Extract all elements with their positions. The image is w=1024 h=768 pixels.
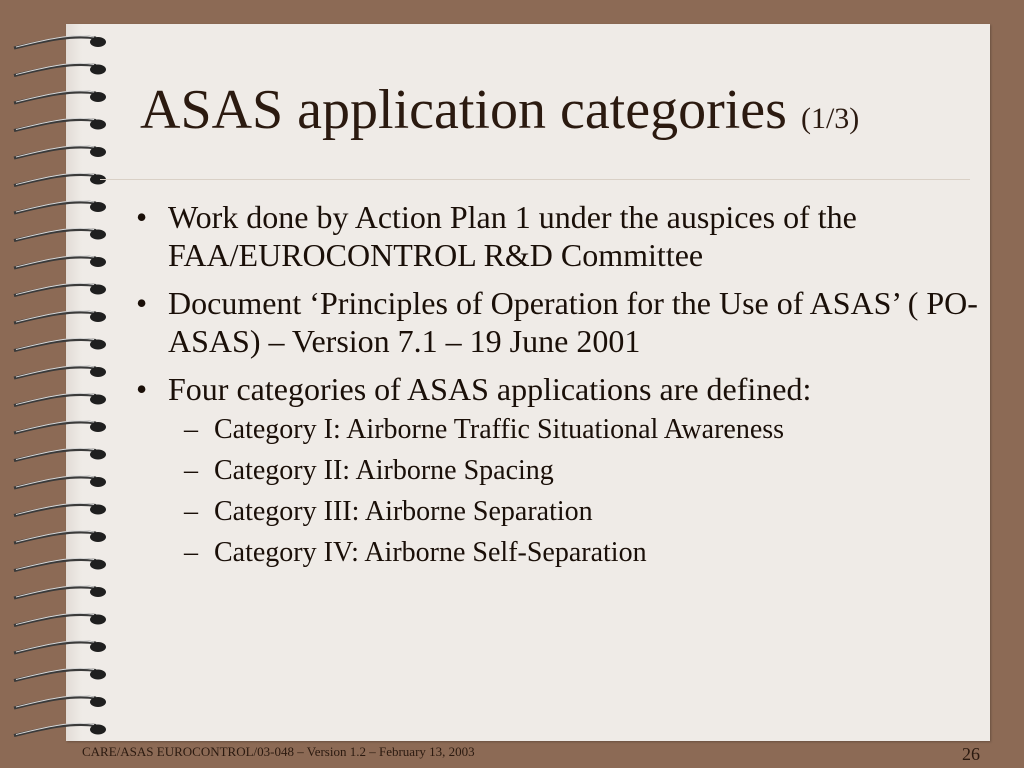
bullet-text: Work done by Action Plan 1 under the auspices of the FAA/EUROCONTROL R&D Committee (168, 199, 857, 273)
bullet-item (130, 370, 980, 571)
bullet-icon: • (136, 285, 148, 321)
bullet-text: Document ‘Principles of Operation for the Use of ASAS’ ( PO-ASAS) – Version 7.1 – 19 June 2001 (168, 285, 978, 359)
sub-bullet-item (130, 535, 980, 571)
sub-bullet-text: Category III: Airborne Separation (214, 496, 593, 527)
sub-bullet-item (130, 494, 980, 530)
sub-bullet-text: Category II: Airborne Spacing (214, 455, 554, 486)
bullet-item (130, 198, 980, 274)
bullet-icon: • (136, 199, 148, 235)
dash-icon: – (184, 537, 198, 568)
footer-page-number: 26 (962, 744, 980, 764)
sub-bullet-item (130, 453, 980, 489)
sub-bullet-text: Category IV: Airborne Self-Separation (214, 537, 647, 568)
sub-bullet-list (168, 412, 980, 571)
sub-bullet-item (130, 412, 980, 448)
slide-title (140, 78, 859, 151)
bullet-item (130, 284, 980, 360)
slide-title-suffix: (1/3) (800, 102, 860, 135)
dash-icon: – (184, 455, 198, 486)
sub-bullet-text: Category I: Airborne Traffic Situational Awareness (214, 414, 785, 445)
slide-title-main: ASAS application categories (140, 79, 787, 141)
bullet-text: Four categories of ASAS applications are defined: (168, 371, 812, 407)
spiral-binding-icon (0, 0, 120, 768)
dash-icon: – (184, 496, 198, 527)
bullet-icon: • (136, 371, 148, 407)
bullet-list (130, 198, 980, 581)
title-divider (100, 179, 970, 180)
dash-icon: – (184, 414, 198, 445)
footer-document-reference: CARE/ASAS EUROCONTROL/03-048 – Version 1.2 – February 13, 2003 (82, 744, 475, 759)
